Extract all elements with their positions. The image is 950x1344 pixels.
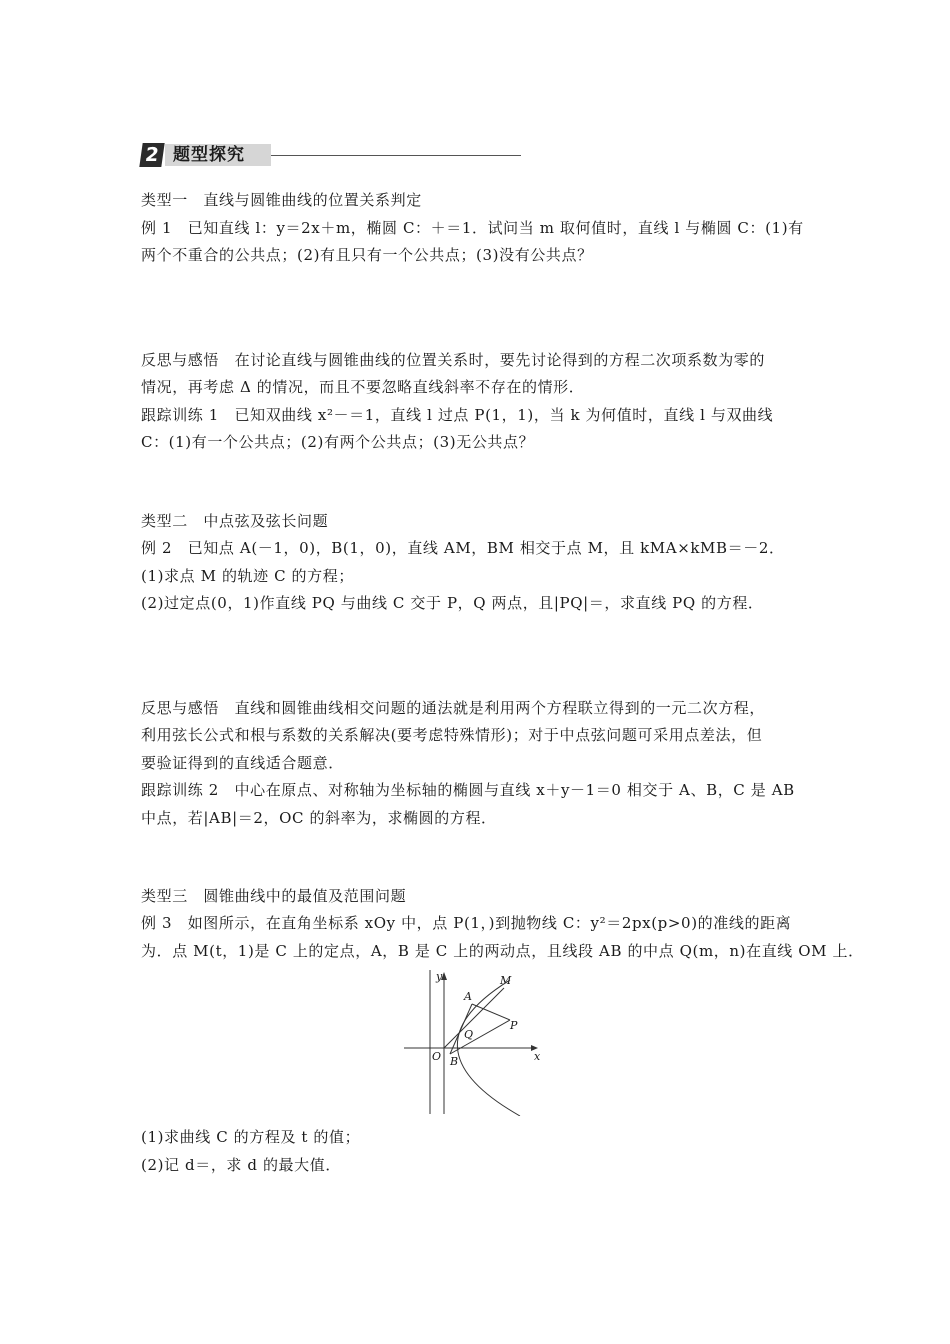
- reflection-1-line-2: 情况，再考虑 Δ 的情况，而且不要忽略直线斜率不存在的情形．: [141, 378, 585, 396]
- reflection-1-line-1: 反思与感悟 在讨论直线与圆锥曲线的位置关系时，要先讨论得到的方程二次项系数为零的: [141, 351, 766, 369]
- practice-2-line-2: 中点，若|AB|＝2，OC 的斜率为，求椭圆的方程．: [141, 809, 497, 827]
- example-2-part-1: (1)求点 M 的轨迹 C 的方程；: [141, 567, 354, 585]
- example-3-line-1: 例 3 如图所示，在直角坐标系 xOy 中，点 P(1，)到抛物线 C：y²＝2px(p>0)的准线的距离: [141, 914, 792, 932]
- x-axis-label: x: [534, 1050, 541, 1063]
- point-p-label: P: [510, 1019, 518, 1032]
- practice-1-line-2: C：(1)有一个公共点；(2)有两个公共点；(3)无公共点？: [141, 433, 535, 451]
- section-rule: [271, 155, 521, 156]
- type-two-heading: 类型二 中点弦及弦长问题: [141, 512, 329, 530]
- line-om: [444, 988, 504, 1048]
- section-title: 题型探究: [165, 144, 271, 166]
- point-q-label: Q: [464, 1028, 474, 1041]
- example-3-part-2: (2)记 d＝，求 d 的最大值．: [141, 1156, 341, 1174]
- segment-pb: [450, 1020, 510, 1054]
- example-1-line-2: 两个不重合的公共点；(2)有且只有一个公共点；(3)没有公共点？: [141, 246, 593, 264]
- parabola-figure: [400, 968, 546, 1116]
- reflection-2-line-1: 反思与感悟 直线和圆锥曲线相交问题的通法就是利用两个方程联立得到的一元二次方程，: [141, 699, 766, 717]
- type-three-heading: 类型三 圆锥曲线中的最值及范围问题: [141, 887, 407, 905]
- origin-label: O: [432, 1050, 442, 1063]
- section-header: [141, 143, 521, 169]
- type-one-heading: 类型一 直线与圆锥曲线的位置关系判定: [141, 191, 422, 209]
- example-2-line-1: 例 2 已知点 A(－1，0)，B(1，0)，直线 AM，BM 相交于点 M，且 kMA×kMB＝－2．: [141, 539, 785, 557]
- point-a-label: A: [464, 990, 472, 1003]
- y-axis-label: y: [436, 970, 443, 983]
- parabola-diagram: [400, 968, 546, 1116]
- reflection-2-line-2: 利用弦长公式和根与系数的关系解决(要考虑特殊情形)；对于中点弦问题可采用点差法，但: [141, 726, 763, 744]
- section-number: 2: [139, 143, 164, 167]
- point-m-label: M: [500, 974, 512, 987]
- example-2-part-2: (2)过定点(0，1)作直线 PQ 与曲线 C 交于 P，Q 两点，且|PQ|＝，求直线 PQ 的方程．: [141, 594, 764, 612]
- reflection-2-line-3: 要验证得到的直线适合题意．: [141, 754, 344, 772]
- practice-1-line-1: 跟踪训练 1 已知双曲线 x²－＝1，直线 l 过点 P(1，1)，当 k 为何值时，直线 l 与双曲线: [141, 406, 774, 424]
- example-3-line-2: 为．点 M(t，1)是 C 上的定点，A，B 是 C 上的两动点，且线段 AB 的中点 Q(m，n)在直线 OM 上．: [141, 942, 864, 960]
- example-1-line-1: 例 1 已知直线 l：y＝2x＋m，椭圆 C：＋＝1．试问当 m 取何值时，直线 l 与椭圆 C：(1)有: [141, 219, 804, 237]
- example-3-part-1: (1)求曲线 C 的方程及 t 的值；: [141, 1128, 361, 1146]
- point-b-label: B: [450, 1055, 459, 1068]
- practice-2-line-1: 跟踪训练 2 中心在原点、对称轴为坐标轴的椭圆与直线 x＋y－1＝0 相交于 A、B，C 是 AB: [141, 781, 795, 799]
- segment-pa: [472, 1004, 510, 1020]
